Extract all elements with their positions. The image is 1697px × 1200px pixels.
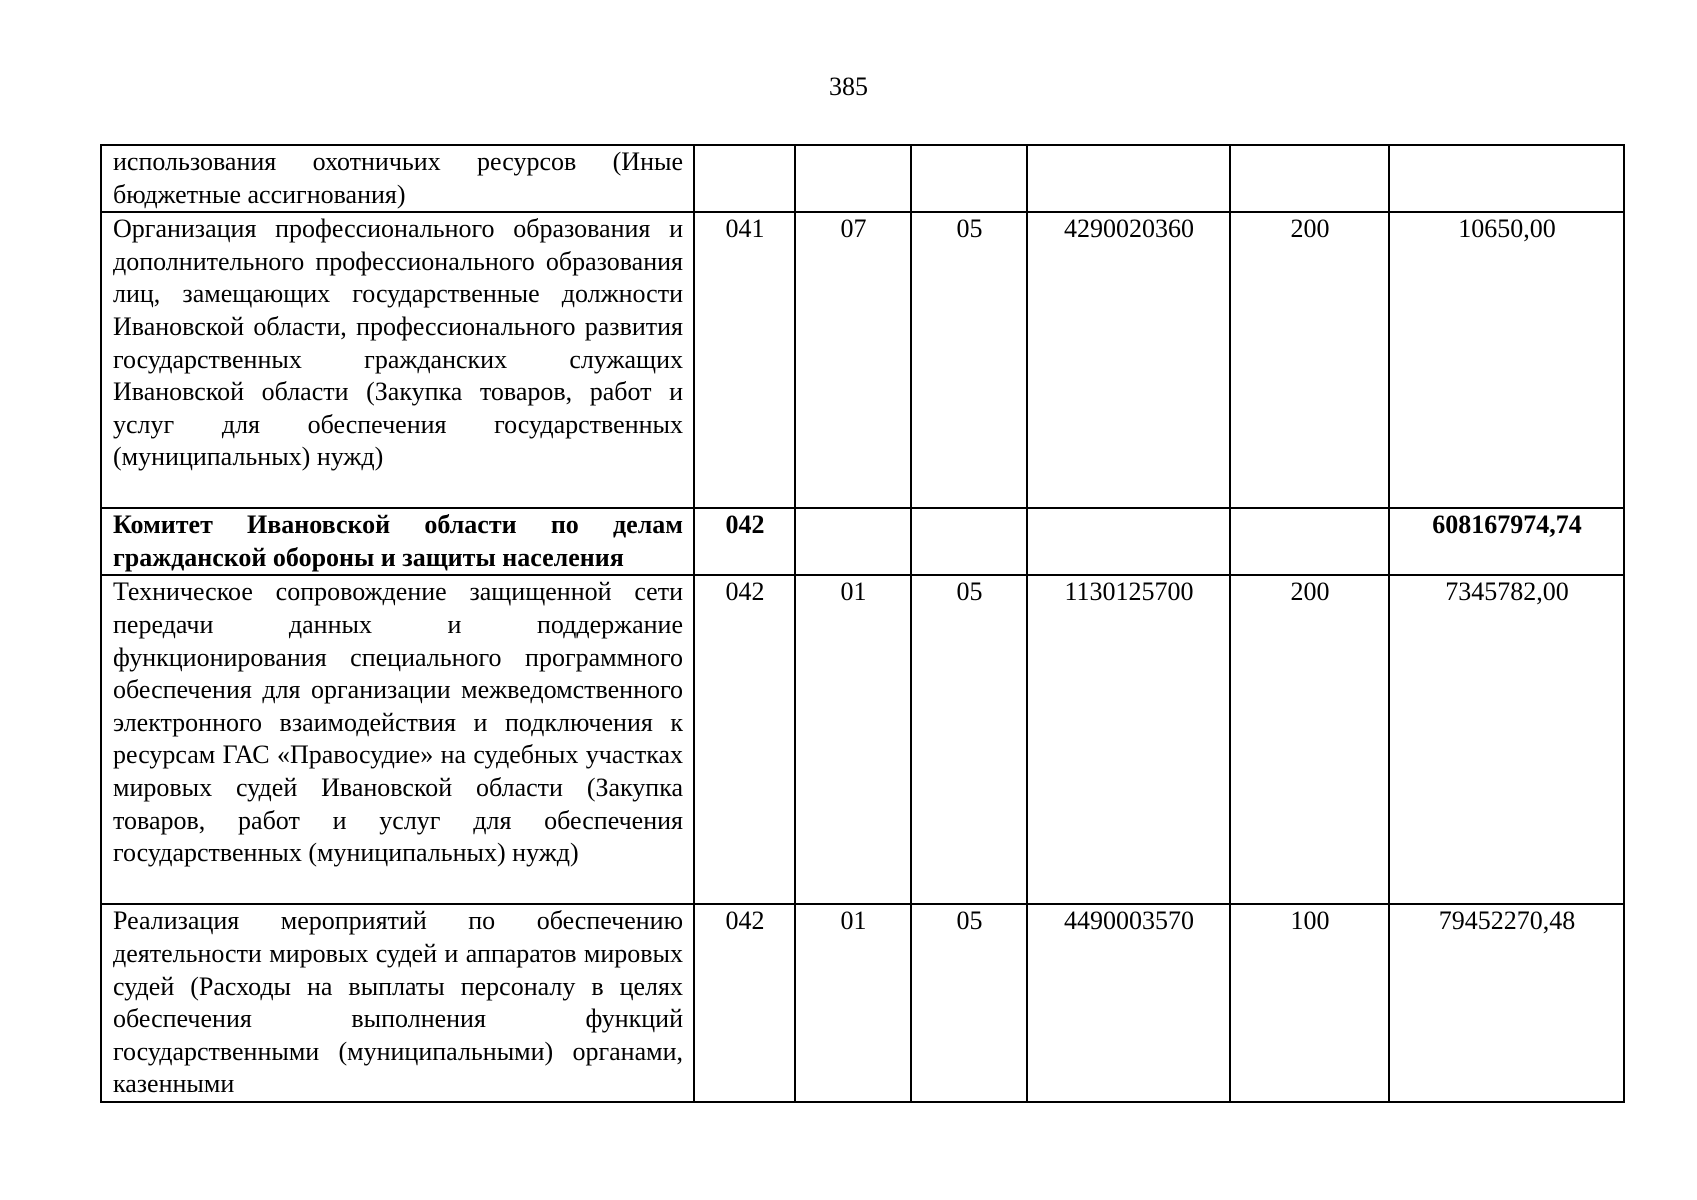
target-code: 1130125700 <box>1027 575 1230 904</box>
ministry-code: 042 <box>694 575 795 904</box>
row-description: Техническое сопровождение защищенной сети передачи данных и поддержание функционирования специального программного обеспечения для организации межведомственного электронного взаимодействия и подключения к ресурсам ГАС «Правосудие» на судебных участках мировых судей Ивановской области (Закупка товаров, работ и услуг для обеспечения государственных (муниципальных) нужд) <box>101 575 694 904</box>
ministry-code: 042 <box>694 508 795 575</box>
section-code: 01 <box>795 575 911 904</box>
target-code: 4490003570 <box>1027 904 1230 1102</box>
amount: 7345782,00 <box>1389 575 1624 904</box>
budget-table <box>100 144 1625 1103</box>
amount: 10650,00 <box>1389 212 1624 508</box>
table-row <box>101 212 1624 508</box>
ministry-code: 041 <box>694 212 795 508</box>
subsection-code <box>911 145 1027 212</box>
amount: 79452270,48 <box>1389 904 1624 1102</box>
row-description: использования охотничьих ресурсов (Иные бюджетные ассигнования) <box>101 145 694 212</box>
expense-type-code: 100 <box>1230 904 1389 1102</box>
table-row-ministry-header <box>101 508 1624 575</box>
ministry-code: 042 <box>694 904 795 1102</box>
row-description: Реализация мероприятий по обеспечению деятельности мировых судей и аппаратов мировых судей (Расходы на выплаты персоналу в целях обеспечения выполнения функций государственными (муниципальными) органами, казенными <box>101 904 694 1102</box>
page-number: 385 <box>829 72 868 101</box>
target-code <box>1027 145 1230 212</box>
section-code <box>795 508 911 575</box>
table-row <box>101 904 1624 1102</box>
subsection-code: 05 <box>911 904 1027 1102</box>
target-code: 4290020360 <box>1027 212 1230 508</box>
row-description: Организация профессионального образования и дополнительного профессионального образования лиц, замещающих государственные должности Ивановской области, профессионального развития государственных гражданских служащих Ивановской области (Закупка товаров, работ и услуг для обеспечения государственных (муниципальных) нужд) <box>101 212 694 508</box>
expense-type-code: 200 <box>1230 212 1389 508</box>
expense-type-code: 200 <box>1230 575 1389 904</box>
amount: 608167974,74 <box>1389 508 1624 575</box>
expense-type-code <box>1230 145 1389 212</box>
section-code <box>795 145 911 212</box>
table-row <box>101 575 1624 904</box>
amount <box>1389 145 1624 212</box>
table-row <box>101 145 1624 212</box>
target-code <box>1027 508 1230 575</box>
subsection-code: 05 <box>911 575 1027 904</box>
row-description: Комитет Ивановской области по делам гражданской обороны и защиты населения <box>101 508 694 575</box>
subsection-code: 05 <box>911 212 1027 508</box>
subsection-code <box>911 508 1027 575</box>
ministry-code <box>694 145 795 212</box>
section-code: 07 <box>795 212 911 508</box>
expense-type-code <box>1230 508 1389 575</box>
section-code: 01 <box>795 904 911 1102</box>
